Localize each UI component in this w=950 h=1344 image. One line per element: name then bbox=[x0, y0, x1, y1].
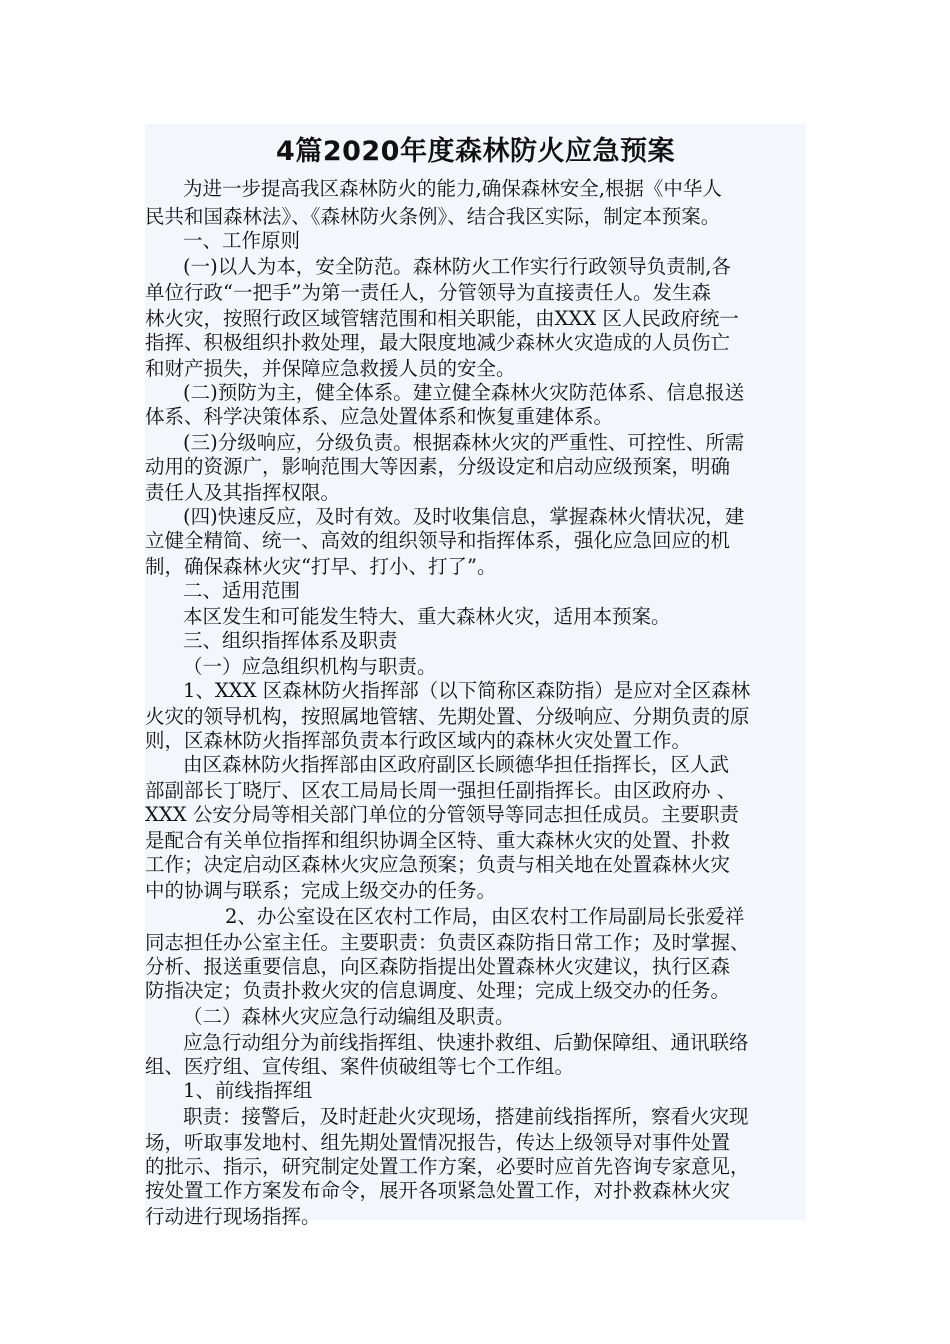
paragraph-line: 2、办公室设在区农村工作局，由区农村工作局副局长张爱祥 bbox=[225, 905, 745, 928]
paragraph-line: 部副部长丁晓厅、区农工局局长周一强担任副指挥长。由区政府办 、 bbox=[145, 779, 737, 802]
paragraph-line: 林火灾，按照行政区域管辖范围和相关职能，由XXX 区人民政府统一 bbox=[145, 307, 739, 330]
paragraph-line: 则，区森林防火指挥部负责本行政区域内的森林火灾处置工作。 bbox=[145, 729, 692, 752]
paragraph-line: 为进一步提高我区森林防火的能力,确保森林安全,根据《中华人 bbox=[183, 177, 722, 200]
paragraph-line: 三、组织指挥体系及职责 bbox=[183, 629, 398, 652]
paragraph-line: 按处置工作方案发布命令，展开各项紧急处置工作，对扑救森林火灾 bbox=[145, 1179, 731, 1202]
paragraph-line: 体系、科学决策体系、应急处置体系和恢复重建体系。 bbox=[145, 405, 614, 428]
paragraph-line: 中的协调与联系；完成上级交办的任务。 bbox=[145, 879, 497, 902]
paragraph-line: 1、前线指挥组 bbox=[183, 1079, 313, 1102]
paragraph-line: 防指决定；负责扑救火灾的信息调度、处理；完成上级交办的任务。 bbox=[145, 979, 731, 1002]
paragraph-line: （二）森林火灾应急行动编组及职责。 bbox=[183, 1005, 515, 1028]
paragraph-line: 和财产损失，并保障应急救援人员的安全。 bbox=[145, 357, 516, 380]
paragraph-line: 民共和国森林法》、《森林防火条例》、结合我区实际，制定本预案。 bbox=[145, 205, 721, 228]
paragraph-line: 本区发生和可能发生特大、重大森林火灾，适用本预案。 bbox=[183, 605, 671, 628]
paragraph-line: 指挥、积极组织扑救处理，最大限度地减少森林火灾造成的人员伤亡 bbox=[145, 331, 731, 354]
paragraph-line: 责任人及其指挥权限。 bbox=[145, 481, 341, 504]
paragraph-line: 应急行动组分为前线指挥组、快速扑救组、后勤保障组、通讯联络 bbox=[183, 1031, 749, 1054]
paragraph-line: 分析、报送重要信息，向区森防指提出处置森林火灾建议，执行区森 bbox=[145, 955, 731, 978]
paragraph-line: 二、适用范围 bbox=[183, 579, 301, 602]
document-body bbox=[145, 124, 806, 1228]
paragraph-line: 同志担任办公室主任。主要职责：负责区森防指日常工作；及时掌握、 bbox=[145, 931, 750, 954]
paragraph-line: 组、医疗组、宣传组、案件侦破组等七个工作组。 bbox=[145, 1055, 575, 1078]
paragraph-line: （一）应急组织机构与职责。 bbox=[183, 655, 437, 678]
document-title: 4篇2020年度森林防火应急预案 bbox=[276, 136, 675, 167]
paragraph-line: 制，确保森林火灾“打早、打小、打了”。 bbox=[145, 555, 497, 578]
paragraph-line: 行动进行现场指挥。 bbox=[145, 1205, 321, 1228]
paragraph-line: (四)快速反应，及时有效。及时收集信息，掌握森林火情状况，建 bbox=[183, 505, 745, 528]
paragraph-line: 工作；决定启动区森林火灾应急预案；负责与相关地在处置森林火灾 bbox=[145, 853, 731, 876]
paragraph-line: 是配合有关单位指挥和组织协调全区特、重大森林火灾的处置、扑救 bbox=[145, 829, 731, 852]
paragraph-line: 的批示、指示，研究制定处置工作方案，必要时应首先咨询专家意见， bbox=[145, 1155, 750, 1178]
paragraph-line: 单位行政“一把手”为第一责任人，分管领导为直接责任人。发生森 bbox=[145, 281, 711, 304]
paragraph-line: 动用的资源广，影响范围大等因素，分级设定和启动应级预案，明确 bbox=[145, 455, 731, 478]
paragraph-line: (一)以人为本，安全防范。森林防火工作实行行政领导负责制,各 bbox=[183, 255, 731, 278]
paragraph-line: (二)预防为主，健全体系。建立健全森林火灾防范体系、信息报送 bbox=[183, 381, 745, 404]
paragraph-line: 火灾的领导机构，按照属地管辖、先期处置、分级响应、分期负责的原 bbox=[145, 705, 750, 728]
paragraph-line: 场，听取事发地村、组先期处置情况报告，传达上级领导对事件处置 bbox=[145, 1131, 731, 1154]
paragraph-line: 由区森林防火指挥部由区政府副区长顾德华担任指挥长，区人武 bbox=[183, 753, 730, 776]
paragraph-line: 立健全精简、统一、高效的组织领导和指挥体系，强化应急回应的机 bbox=[145, 529, 731, 552]
paragraph-line: 1、XXX 区森林防火指挥部（以下简称区森防指）是应对全区森林 bbox=[183, 679, 751, 702]
paragraph-line: XXX 公安分局等相关部门单位的分管领导等同志担任成员。主要职责 bbox=[145, 803, 739, 826]
paragraph-line: 职责：接警后，及时赶赴火灾现场，搭建前线指挥所，察看火灾现 bbox=[183, 1105, 749, 1128]
paragraph-line: 一、工作原则 bbox=[183, 229, 301, 252]
paragraph-line: (三)分级响应，分级负责。根据森林火灾的严重性、可控性、所需 bbox=[183, 431, 745, 454]
